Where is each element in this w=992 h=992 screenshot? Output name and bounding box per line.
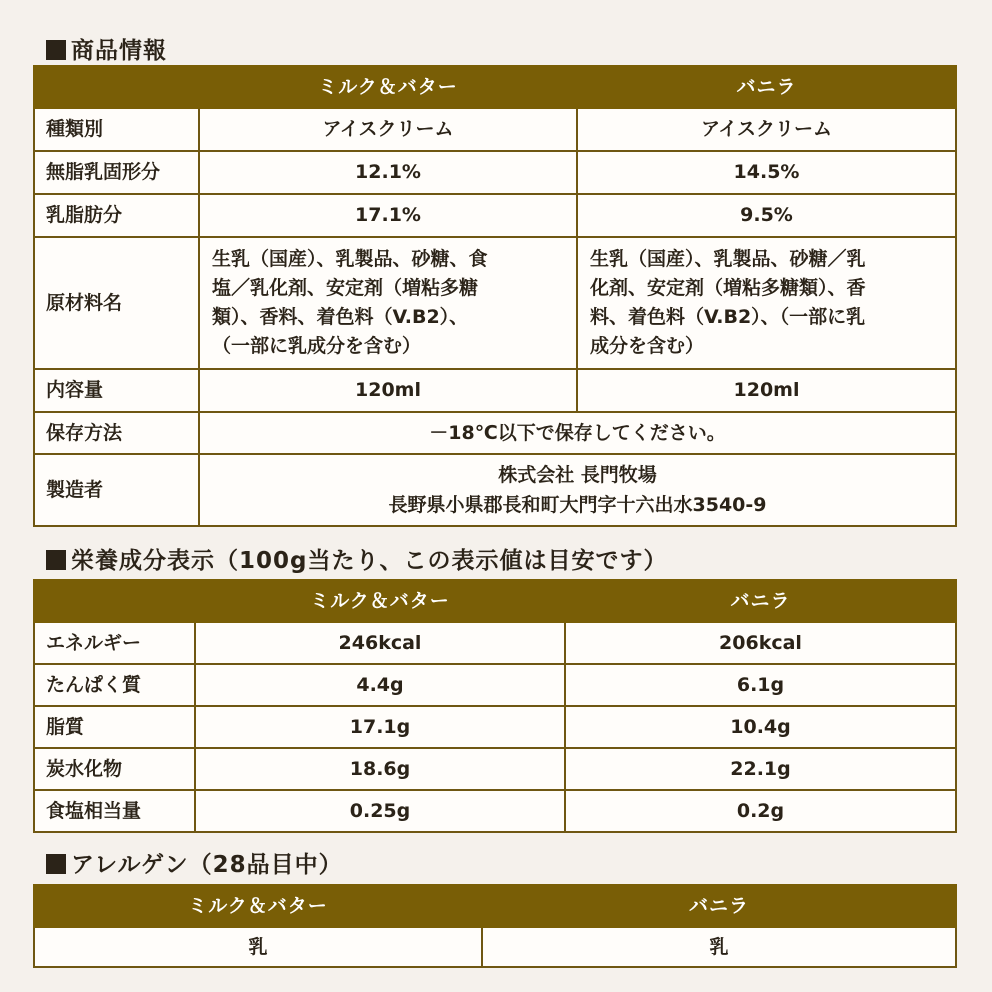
ingredients-line: 類）、香料、着色料（V.B2）、 — [212, 306, 469, 328]
value-milk-butter: 120ml — [199, 369, 577, 412]
ingredients-line: 料、着色料（V.B2）、（一部に乳 — [590, 306, 866, 328]
row-label: 製造者 — [34, 454, 199, 526]
header-vanilla: バニラ — [482, 885, 956, 927]
square-bullet-icon — [46, 854, 66, 874]
row-label: 保存方法 — [34, 412, 199, 454]
row-label: たんぱく質 — [34, 664, 195, 706]
row-label: 無脂乳固形分 — [34, 151, 199, 194]
product-info-table — [33, 65, 957, 527]
row-label: 乳脂肪分 — [34, 194, 199, 237]
value-vanilla: 206kcal — [565, 622, 956, 664]
maker-address: 長野県小県郡長和町大門字十六出水3540-9 — [388, 494, 767, 516]
maker-value — [199, 454, 956, 526]
row-label: 炭水化物 — [34, 748, 195, 790]
row-maker — [34, 454, 956, 526]
value-vanilla: 0.2g — [565, 790, 956, 832]
value-vanilla — [577, 237, 956, 369]
value-milk-butter: 4.4g — [195, 664, 565, 706]
header-milk-butter: ミルク＆バター — [199, 66, 577, 108]
ingredients-line: 化剤、安定剤（増粘多糖類）、香 — [590, 277, 866, 299]
ingredients-line: 成分を含む） — [590, 335, 705, 357]
allergen-row — [34, 927, 956, 967]
ingredients-line: 塩／乳化剤、安定剤（増粘多糖 — [212, 277, 479, 299]
value-vanilla: 22.1g — [565, 748, 956, 790]
square-bullet-icon — [46, 550, 66, 570]
nutrition-row — [34, 664, 956, 706]
value-milk-butter: アイスクリーム — [199, 108, 577, 151]
row-snf — [34, 151, 956, 194]
value-milk-butter: 17.1g — [195, 706, 565, 748]
value-milk-butter: 18.6g — [195, 748, 565, 790]
value-vanilla: 10.4g — [565, 706, 956, 748]
ingredients-line: 生乳（国産）、乳製品、砂糖、食 — [212, 248, 488, 270]
value-milk-butter: 246kcal — [195, 622, 565, 664]
row-label: 原材料名 — [34, 237, 199, 369]
nutrition-title: 栄養成分表示（100g当たり、この表示値は目安です） — [46, 542, 667, 575]
ingredients-line: （一部に乳成分を含む） — [212, 335, 422, 357]
value-vanilla: 9.5% — [577, 194, 956, 237]
nutrition-row — [34, 748, 956, 790]
allergen-title: アレルゲン（28品目中） — [46, 846, 343, 879]
header-empty — [34, 580, 195, 622]
storage-value: －18℃以下で保存してください。 — [199, 412, 956, 454]
row-label: 食塩相当量 — [34, 790, 195, 832]
row-ingredients — [34, 237, 956, 369]
row-volume — [34, 369, 956, 412]
nutrition-row — [34, 790, 956, 832]
row-label: 種類別 — [34, 108, 199, 151]
maker-company: 株式会社 長門牧場 — [498, 464, 657, 486]
row-label: エネルギー — [34, 622, 195, 664]
nutrition-row — [34, 622, 956, 664]
allergen-table — [33, 884, 957, 968]
value-milk-butter — [199, 237, 577, 369]
value-vanilla: 6.1g — [565, 664, 956, 706]
value-milk-butter: 17.1% — [199, 194, 577, 237]
value-milk-butter: 12.1% — [199, 151, 577, 194]
row-fat — [34, 194, 956, 237]
header-vanilla: バニラ — [577, 66, 956, 108]
product-info-title: 商品情報 — [46, 32, 167, 65]
value-vanilla: 14.5% — [577, 151, 956, 194]
value-vanilla: 乳 — [482, 927, 956, 967]
value-vanilla: アイスクリーム — [577, 108, 956, 151]
row-type — [34, 108, 956, 151]
row-label: 脂質 — [34, 706, 195, 748]
row-label: 内容量 — [34, 369, 199, 412]
value-milk-butter: 0.25g — [195, 790, 565, 832]
row-storage — [34, 412, 956, 454]
value-milk-butter: 乳 — [34, 927, 482, 967]
header-milk-butter: ミルク＆バター — [34, 885, 482, 927]
value-vanilla: 120ml — [577, 369, 956, 412]
header-empty — [34, 66, 199, 108]
square-bullet-icon — [46, 40, 66, 60]
header-vanilla: バニラ — [565, 580, 956, 622]
nutrition-row — [34, 706, 956, 748]
ingredients-line: 生乳（国産）、乳製品、砂糖／乳 — [590, 248, 866, 270]
nutrition-table — [33, 579, 957, 833]
header-milk-butter: ミルク＆バター — [195, 580, 565, 622]
